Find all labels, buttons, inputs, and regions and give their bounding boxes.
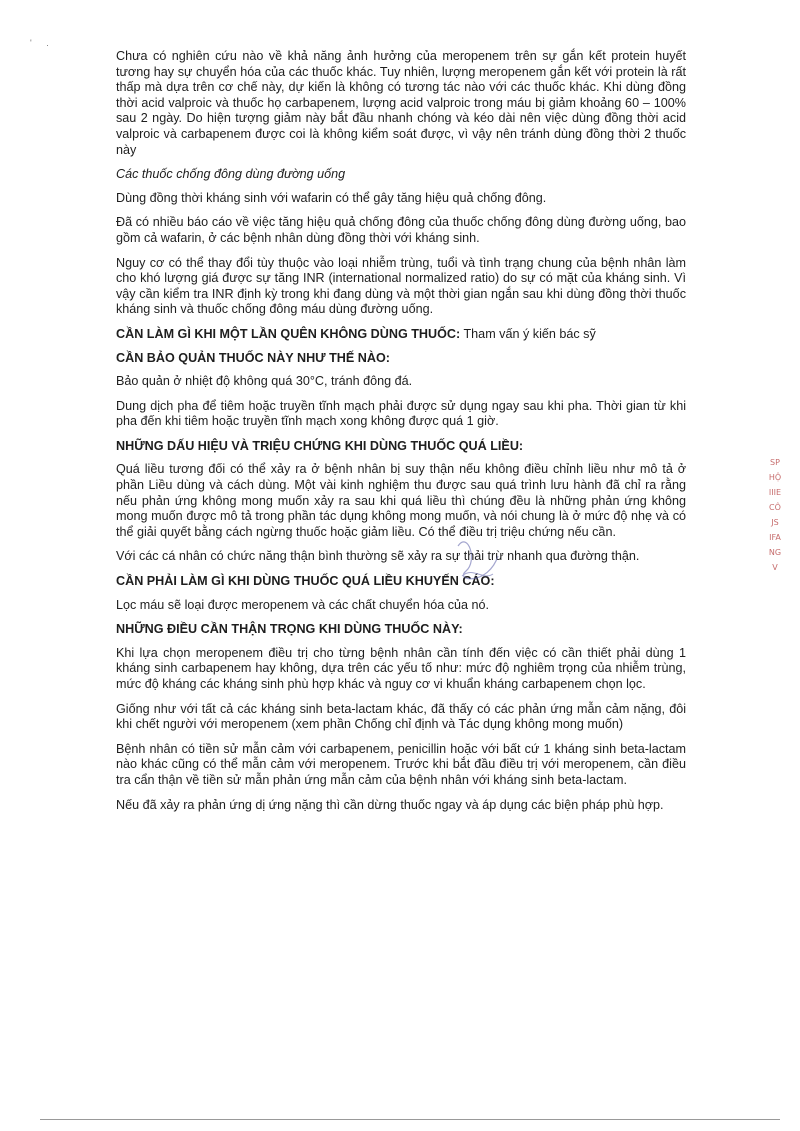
storage-paragraph: Dung dịch pha để tiêm hoặc truyền tĩnh mạch phải được sử dụng ngay sau khi pha. Thời gian từ khi pha đến khi tiêm hoặc truyền tĩnh mạch xong không được quá 1 giờ.: [116, 398, 686, 429]
signature-mark-icon: [448, 526, 508, 596]
precautions-paragraph: Giống như với tất cả các kháng sinh beta-lactam khác, đã thấy có các phản ứng mẫn cảm nặng, đôi khi chết người với meropenem (xem phần Chống chỉ định và Tác dụng không mong muốn): [116, 701, 686, 732]
precautions-heading: NHỮNG ĐIỀU CẦN THẬN TRỌNG KHI DÙNG THUỐC NÀY:: [116, 622, 463, 637]
stamp-fragment: IFA: [769, 533, 781, 542]
overdose-signs-paragraph: Với các cá nhân có chức năng thận bình thường sẽ xảy ra sự thải trừ nhanh qua đường thận.: [116, 549, 640, 564]
scan-corner-marks: ' .: [30, 38, 55, 48]
stamp-fragment: IIIE: [768, 488, 782, 497]
stamp-fragment: V: [772, 563, 778, 572]
anticoagulant-subtitle: Các thuốc chống đông dùng đường uống: [116, 167, 346, 182]
precautions-paragraph: Bệnh nhân có tiền sử mẫn cảm với carbapenem, penicillin hoặc với bất cứ 1 kháng sinh beta-lactam nào khác cũng có thể mẫn cảm với meropenem. Trước khi bắt đầu điều trị với meropenem, cần điều tra cẩn thận về tiền sử mẫn phản ứng mẫn cảm của bệnh nhân với kháng sinh beta-lactam.: [116, 741, 686, 787]
stamp-fragment: HỘ: [768, 473, 782, 482]
missed-dose-heading: CẦN LÀM GÌ KHI MỘT LẦN QUÊN KHÔNG DÙNG THUỐC:: [116, 326, 461, 341]
overdose-signs-paragraph: Quá liều tương đối có thể xảy ra ở bệnh nhân bị suy thận nếu không điều chỉnh liều như mô tả ở phần Liều dùng và cách dùng. Một vài kinh nghiệm thu được sau quá trình lưu hành đã chỉ ra rằng nếu phản ứng không mong muốn xảy ra sau khi quá liều thì chúng đều là những phản ứng không mong muốn được mô tả trong phần tác dụng không mong muốn, và nói chung là ở mức độ nhẹ và có thể giải quyết bằng cách ngừng thuốc hoặc giảm liều. Có thể điều trị triệu chứng nếu cần.: [116, 462, 686, 539]
document-body: [116, 49, 686, 822]
precautions-paragraph: Nếu đã xảy ra phản ứng dị ứng nặng thì cần dừng thuốc ngay và áp dụng các biện pháp phù hợp.: [116, 797, 664, 812]
page-bottom-divider: [40, 1119, 780, 1120]
stamp-fragment: CÔ: [769, 503, 781, 512]
anticoagulant-paragraph: Đã có nhiều báo cáo về việc tăng hiệu quả chống đông của thuốc chống đông dùng đường uống, bao gồm cả wafarin, ở các bệnh nhân dùng đồng thời với kháng sinh.: [116, 215, 686, 245]
red-stamp-fragment: [755, 455, 795, 785]
overdose-action-paragraph: Lọc máu sẽ loại được meropenem và các chất chuyển hóa của nó.: [116, 597, 490, 612]
storage-paragraph: Bảo quản ở nhiệt độ không quá 30°C, tránh đông đá.: [116, 374, 413, 389]
stamp-fragment: JS: [771, 518, 779, 527]
missed-dose-section: [116, 327, 686, 343]
missed-dose-text: Tham vấn ý kiến bác sỹ: [460, 326, 596, 341]
precautions-paragraph: Khi lựa chọn meropenem điều trị cho từng bệnh nhân cần tính đến việc có cần thiết phải dùng 1 kháng sinh carbapenem hay không, dựa trên các yếu tố như: mức độ nghiêm trọng của nhiễm trùng, mức độ kháng các kháng sinh phù hợp khác và nguy cơ vi khuẩn kháng carbapenem chọn lọc.: [116, 645, 686, 691]
overdose-action-heading: CẦN PHẢI LÀM GÌ KHI DÙNG THUỐC QUÁ LIỀU KHUYẾN CÁO:: [116, 574, 495, 589]
stamp-fragment: NG: [768, 548, 782, 557]
storage-heading: CẦN BẢO QUẢN THUỐC NÀY NHƯ THẾ NÀO:: [116, 350, 390, 365]
stamp-fragment: SP: [770, 458, 780, 467]
overdose-signs-heading: NHỮNG DẤU HIỆU VÀ TRIỆU CHỨNG KHI DÙNG THUỐC QUÁ LIỀU:: [116, 438, 524, 453]
anticoagulant-paragraph: Nguy cơ có thể thay đổi tùy thuộc vào loại nhiễm trùng, tuổi và tình trạng chung của bệnh nhân làm cho khó lượng giá được sự tăng INR (international normalized ratio) do sự có mặt của kháng sinh. Vì vậy cần kiểm tra INR định kỳ trong khi đang dùng và một thời gian ngắn sau khi dùng đồng thời thuốc kháng sinh và thuốc chống đông máu dùng đường uống.: [116, 255, 686, 317]
interaction-paragraph: Chưa có nghiên cứu nào về khả năng ảnh hưởng của meropenem trên sự gắn kết protein huyết tương hay sự chuyển hóa của các thuốc khác. Tuy nhiên, lượng meropenem gắn kết với protein là rất thấp mà dựa trên cơ chế này, dự kiến là không có tương tác nào với các thuốc khác. Khi dùng đồng thời acid valproic và thuốc họ carbapenem, lượng acid valproic trong máu bị giảm khoảng 60 – 100% sau 2 ngày. Do hiện tượng giảm này bắt đầu nhanh chóng và kéo dài nên việc dùng đồng thời acid valproic và carbapenem được coi là không kiểm soát được, vì vậy nên tránh dùng đồng thời 2 thuốc này: [116, 49, 686, 157]
anticoagulant-paragraph: Dùng đồng thời kháng sinh với wafarin có thể gây tăng hiệu quả chống đông.: [116, 190, 547, 205]
